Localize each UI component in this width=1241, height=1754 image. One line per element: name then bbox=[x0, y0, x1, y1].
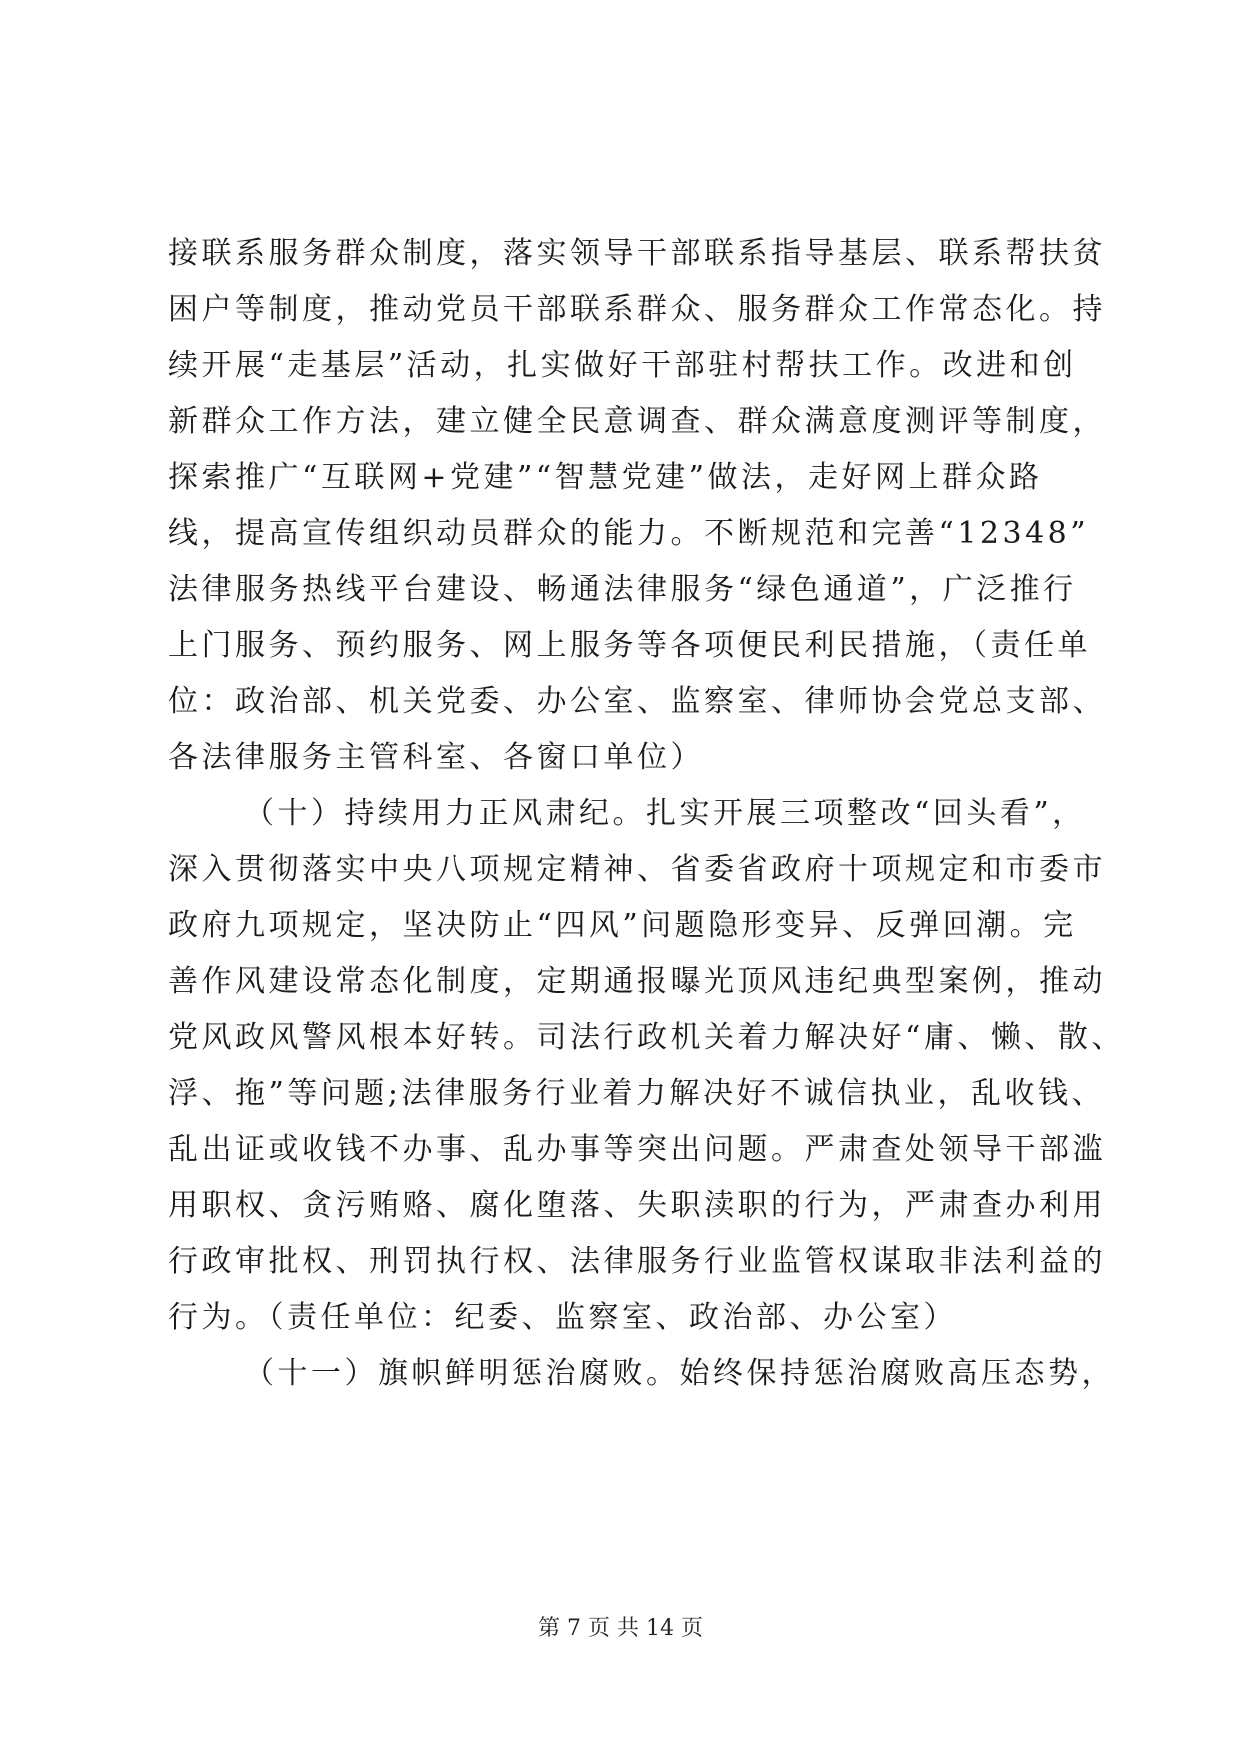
text-line: 新群众工作方法，建立健全民意调查、群众满意度测评等制度， bbox=[168, 404, 1106, 439]
text-line: 困户等制度，推动党员干部联系群众、服务群众工作常态化。持 bbox=[168, 292, 1106, 327]
page-number-footer: 第 7 页 共 14 页 bbox=[538, 1616, 703, 1641]
text-line: 行为。（责任单位：纪委、监察室、政治部、办公室） bbox=[168, 1300, 957, 1335]
text-line: 上门服务、预约服务、网上服务等各项便民利民措施，（责任单 bbox=[168, 628, 1091, 663]
text-line: 续开展“走基层”活动，扎实做好干部驻村帮扶工作。改进和创 bbox=[168, 348, 1077, 383]
text-line: 位：政治部、机关党委、办公室、监察室、律师协会党总支部、 bbox=[168, 684, 1106, 719]
text-line: 善作风建设常态化制度，定期通报曝光顶风违纪典型案例，推动 bbox=[168, 964, 1106, 999]
text-line: 政府九项规定，坚决防止“四风”问题隐形变异、反弹回潮。完 bbox=[168, 908, 1077, 943]
body-text bbox=[168, 226, 1125, 1402]
text-line: 乱出证或收钱不办事、乱办事等突出问题。严肃查处领导干部滥 bbox=[168, 1132, 1106, 1167]
text-line: 线，提高宣传组织动员群众的能力。不断规范和完善“12348” bbox=[168, 516, 1090, 551]
text-line: 党风政风警风根本好转。司法行政机关着力解决好“庸、懒、散、 bbox=[168, 1020, 1125, 1055]
text-line: 探索推广“互联网+党建”“智慧党建”做法，走好网上群众路 bbox=[168, 460, 1043, 495]
text-line: 行政审批权、刑罚执行权、法律服务行业监管权谋取非法利益的 bbox=[168, 1244, 1106, 1279]
paragraph-heading-eleven: （十一）旗帜鲜明惩治腐败。始终保持惩治腐败高压态势， bbox=[244, 1356, 1115, 1391]
text-line: 各法律服务主管科室、各窗口单位） bbox=[168, 740, 704, 775]
text-line: 用职权、贪污贿赂、腐化堕落、失职渎职的行为，严肃查办利用 bbox=[168, 1188, 1106, 1223]
text-line: 浮、拖”等问题;法律服务行业着力解决好不诚信执业，乱收钱、 bbox=[168, 1076, 1105, 1111]
text-line: 接联系服务群众制度，落实领导干部联系指导基层、联系帮扶贫 bbox=[168, 236, 1106, 271]
paragraph-heading-ten: （十）持续用力正风肃纪。扎实开展三项整改“回头看”， bbox=[244, 796, 1086, 831]
text-line: 深入贯彻落实中央八项规定精神、省委省政府十项规定和市委市 bbox=[168, 852, 1106, 887]
text-line: 法律服务热线平台建设、畅通法律服务“绿色通道”，广泛推行 bbox=[168, 572, 1077, 607]
